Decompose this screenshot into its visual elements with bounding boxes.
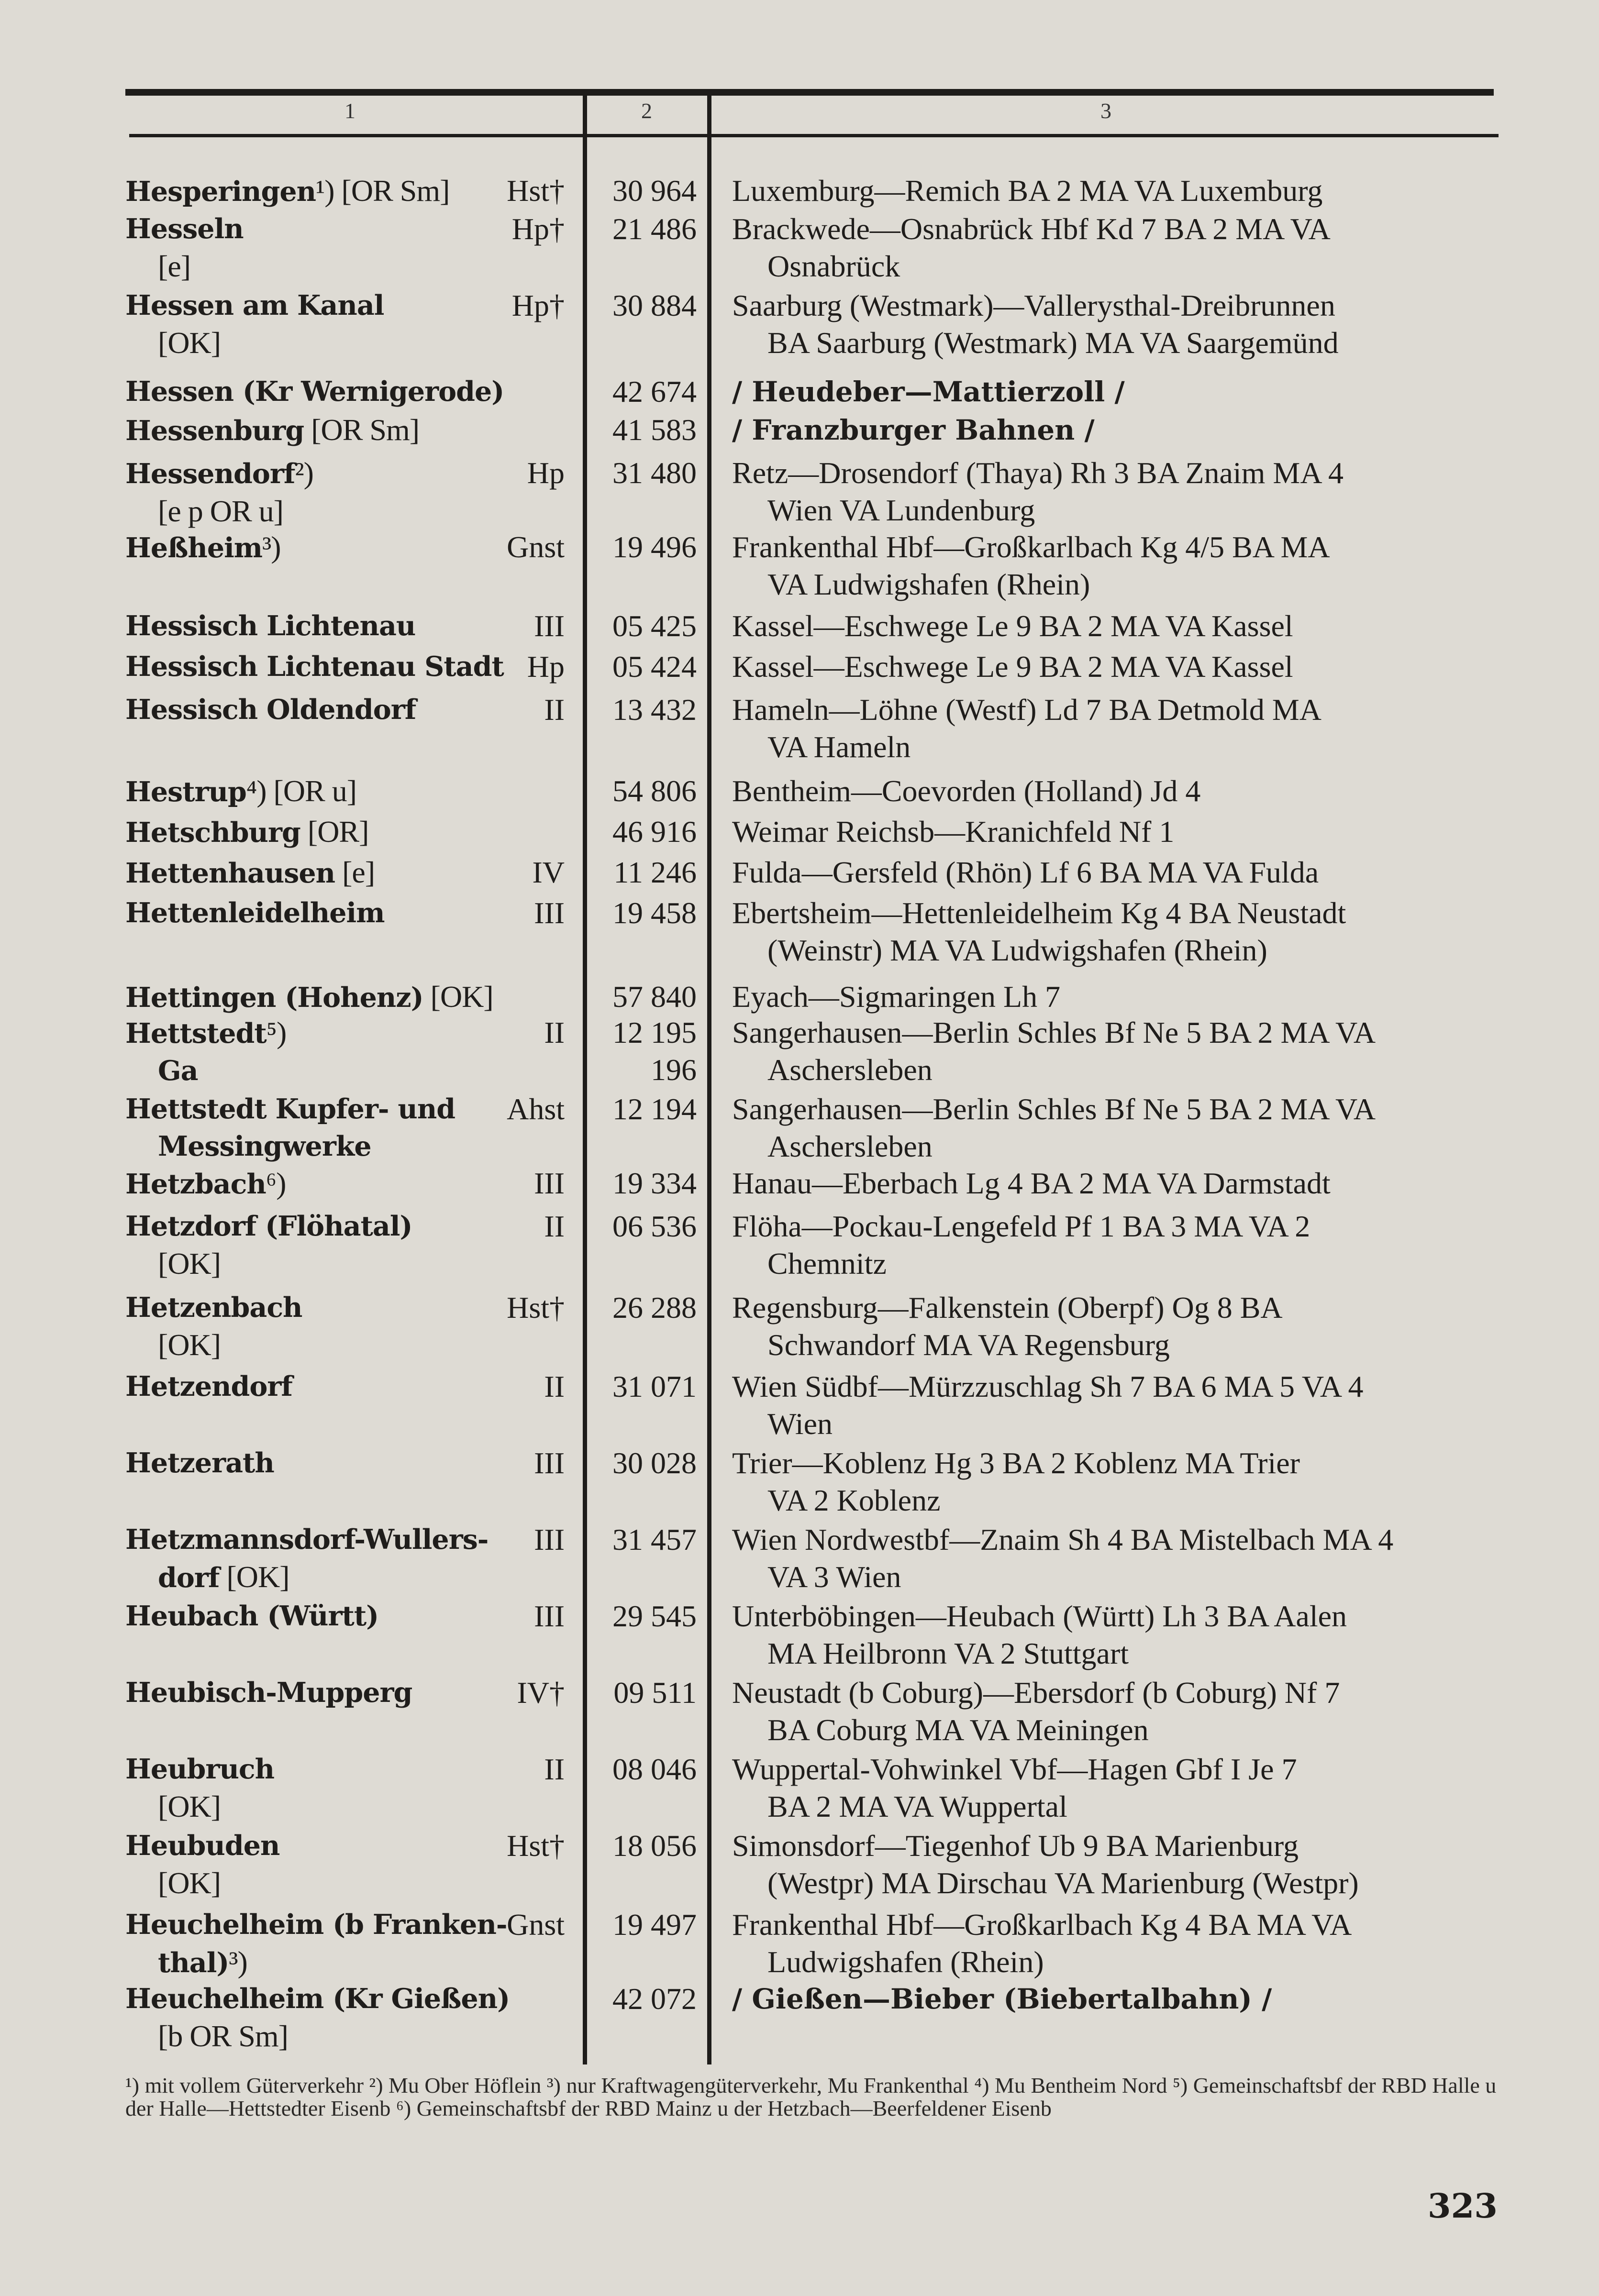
station-code [592,1521,697,1558]
route-info [732,1445,1498,1519]
station-name-continuation: [OK] [158,1866,221,1900]
column-header-2: 2 [641,99,652,123]
station-code-suffix: 496 [651,530,697,564]
station-code [592,1208,697,1245]
station-name-note: ³) [229,1945,247,1979]
station-code [592,607,697,645]
station-code-suffix: 071 [651,1369,697,1403]
station-code [592,691,697,729]
route-continuation: VA Ludwigshafen (Rhein) [767,567,1090,601]
route-continuation: Aschersleben [767,1129,933,1163]
station-code-value: 21 486 [612,212,697,246]
route-continuation: BA Coburg MA VA Meiningen [767,1713,1149,1747]
station-name-text: Heuchelheim (Kr Gießen) [125,1983,510,2015]
station-code-suffix: 545 [651,1599,697,1633]
station-code [592,1368,697,1405]
station-name-text: Hesperingen [125,176,316,208]
route-info [732,1521,1498,1596]
station-code [592,1091,697,1128]
station-name-continuation: [b OR Sm] [158,2019,288,2053]
column-header-3: 3 [1100,99,1111,123]
station-code-value: 41 583 [612,413,697,447]
station-type: III [534,1599,565,1633]
station-code-value: 11 246 [613,855,697,889]
station-code-value: 31 480 [612,456,697,490]
route-line: Wuppertal-Vohwinkel Vbf—Hagen Gbf I Je 7 [732,1752,1297,1786]
station-name [125,773,575,811]
route-continuation: (Weinstr) MA VA Ludwigshafen (Rhein) [767,933,1267,967]
station-name-text: Hesseln [125,213,244,245]
station-code-value: 30 884 [612,288,697,322]
route-info [732,411,1498,449]
station-name-text: Heuchelheim (b Franken- [125,1909,507,1941]
route-info [732,1091,1498,1165]
station-type: III [534,896,565,930]
station-code-value: 57 840 [612,980,697,1014]
station-name-note: ²) [295,456,313,490]
station-code-suffix: 674 [651,375,697,408]
route-line: Frankenthal Hbf—Großkarlbach Kg 4/5 BA MA [732,530,1330,564]
route-continuation: Wien [767,1407,833,1441]
route-line: Saarburg (Westmark)—Vallerysthal-Dreibrunnen [732,288,1335,322]
station-code-suffix: 334 [651,1166,697,1200]
station-name-text: Hetzenbach [125,1292,302,1324]
route-continuation: Chemnitz [767,1247,887,1280]
route-line: Luxemburg—Remich BA 2 MA VA Luxemburg [732,174,1323,208]
station-code-suffix: 916 [651,815,697,849]
station-type: Gnst [507,530,565,564]
page-number: 323 [1427,2186,1498,2226]
station-type: IV† [517,1676,565,1710]
station-code-suffix: 884 [651,288,697,322]
station-code [592,1751,697,1788]
station-code-suffix: 194 [651,1092,697,1126]
route-info [732,1165,1498,1202]
station-name-text: Hetzerath [125,1447,274,1479]
route-info [732,854,1498,891]
station-code-value: 19 497 [612,1908,697,1942]
route-continuation: VA 2 Koblenz [767,1483,941,1517]
station-type: Hst† [507,1829,565,1863]
station-name-continuation: Messingwerke [158,1130,371,1162]
station-code-value: 46 916 [612,815,697,849]
station-name-note: [OK] [219,1560,289,1594]
route-line: Ebertsheim—Hettenleidelheim Kg 4 BA Neustadt [732,896,1346,930]
station-name [125,411,575,450]
station-code [592,813,697,850]
station-code [592,1445,697,1482]
route-line: Simonsdorf—Tiegenhof Ub 9 BA Marienburg [732,1829,1299,1863]
route-line: Wien Nordwestbf—Znaim Sh 4 BA Mistelbach MA 4 [732,1523,1394,1556]
station-code-value: 30 964 [612,174,697,208]
station-code-value: 19 334 [612,1166,697,1200]
column-divider-2 [707,94,711,2064]
station-code-value: 31 071 [612,1369,697,1403]
station-code [592,1827,697,1865]
route-info [732,1208,1498,1282]
station-type: Hst† [507,1291,565,1325]
station-code-suffix: 964 [651,174,697,208]
station-name-text: Heubuden [125,1830,280,1862]
station-code-value: 29 545 [612,1599,697,1633]
station-name-continuation: [e p OR u] [158,494,283,528]
station-name-text: Heubisch-Mupperg [125,1677,412,1709]
station-code-suffix: 536 [651,1209,697,1243]
station-code [592,454,697,492]
route-line: Sangerhausen—Berlin Schles Bf Ne 5 BA 2 MA VA [732,1092,1376,1126]
station-type: Gnst [507,1908,565,1942]
station-name-text: Hessisch Lichtenau Stadt [125,651,504,683]
station-name-continuation: thal)³) [158,1945,247,1979]
station-code-suffix: 511 [652,1676,697,1710]
station-type: II [544,1369,565,1403]
route-line: / Gießen—Bieber (Biebertalbahn) / [732,1983,1272,2015]
route-continuation: Schwandorf MA VA Regensburg [767,1328,1170,1362]
route-info [732,1906,1498,1981]
route-line: Neustadt (b Coburg)—Ebersdorf (b Coburg) Nf 7 [732,1676,1340,1710]
station-name-text: Hettenhausen [125,857,335,889]
route-continuation: MA Heilbronn VA 2 Stuttgart [767,1636,1129,1670]
station-code [592,210,697,248]
station-code-value: 13 432 [612,693,697,727]
station-name [125,978,575,1016]
station-type: III [534,609,565,643]
station-name-note: [OK] [423,980,493,1014]
station-name-text: Hessenburg [125,415,304,447]
header-bottom-rule [129,134,1499,137]
station-code-value: 18 056 [612,1829,697,1863]
station-type: Ahst [507,1092,565,1126]
station-code-extra: 196 [651,1053,697,1087]
station-code-value: 31 457 [612,1523,697,1556]
route-line: / Heudeber—Mattierzoll / [732,375,1125,408]
station-code-suffix: 028 [651,1446,697,1480]
station-code [592,172,697,210]
station-type: III [534,1446,565,1480]
station-name-note: ⁶) [266,1166,286,1200]
station-name-note: ³) [262,530,281,564]
column-header-1: 1 [344,99,355,123]
station-name-note: [OR Sm] [304,413,420,447]
route-continuation: Ludwigshafen (Rhein) [767,1945,1044,1979]
route-line: Brackwede—Osnabrück Hbf Kd 7 BA 2 MA VA [732,212,1331,246]
station-code [592,1598,697,1635]
route-info [732,773,1498,810]
route-continuation: BA Saarburg (Westmark) MA VA Saargemünd [767,326,1339,360]
route-continuation: VA Hameln [767,730,911,764]
route-line: Retz—Drosendorf (Thaya) Rh 3 BA Znaim MA 4 [732,456,1344,490]
station-code [592,1014,697,1089]
station-code [592,411,697,449]
station-code-value: 19 458 [612,896,697,930]
route-info [732,373,1498,410]
route-line: Weimar Reichsb—Kranichfeld Nf 1 [732,815,1175,849]
station-code-suffix: 497 [651,1908,697,1942]
station-name-text: Hetzmannsdorf-Wullers- [125,1523,489,1556]
station-code [592,373,697,410]
station-name-text: Heßheim [125,532,263,564]
station-code-suffix: 246 [651,855,697,889]
route-line: Kassel—Eschwege Le 9 BA 2 MA VA Kassel [732,609,1293,643]
station-code-value: 54 806 [612,774,697,808]
route-line: Kassel—Eschwege Le 9 BA 2 MA VA Kassel [732,650,1293,684]
route-line: Hameln—Löhne (Westf) Ld 7 BA Detmold MA [732,693,1321,727]
station-code-suffix: 583 [651,413,697,447]
station-code-suffix: 480 [651,456,697,490]
route-info [732,1751,1498,1825]
station-code-value: 26 288 [612,1291,697,1325]
station-code-value: 42 072 [612,1982,697,2016]
station-name-text: Hetzdorf (Flöhatal) [125,1210,412,1242]
route-info [732,287,1498,362]
station-code-suffix: 424 [651,650,697,684]
station-code [592,287,697,324]
station-code [592,1980,697,2018]
station-name-text: Hettstedt [125,1017,266,1049]
station-code-value: 05 425 [612,609,697,643]
station-name-note: ¹) [OR Sm] [316,174,450,208]
station-code-value: 42 674 [612,375,697,408]
station-code [592,773,697,810]
station-name-note: ⁴) [OR u] [246,774,357,808]
station-name-text: Heubruch [125,1753,275,1785]
route-info [732,648,1498,685]
station-code-suffix: 046 [651,1752,697,1786]
route-line: Frankenthal Hbf—Großkarlbach Kg 4 BA MA VA [732,1908,1352,1942]
station-code-value: 05 424 [612,650,697,684]
route-info [732,813,1498,850]
station-name-note: [e] [335,855,375,889]
route-line: Hanau—Eberbach Lg 4 BA 2 MA VA Darmstadt [732,1166,1331,1200]
station-name-text: Hessen (Kr Wernigerode) [125,375,504,408]
route-info [732,1014,1498,1089]
station-name-continuation: [e] [158,249,191,283]
station-code [592,978,697,1016]
station-name-text: Heubach (Württ) [125,1600,379,1632]
station-code-suffix: 432 [651,693,697,727]
station-name-text: Hessisch Lichtenau [125,610,416,642]
footnotes: ¹) mit vollem Güterverkehr ²) Mu Ober Höflein ³) nur Kraftwagengüterverkehr, Mu Frankenthal ⁴) Mu Bentheim Nord ⁵) Gemeinschaftsbf der RBD Halle u der Halle—Hettstedter Eisenb ⁶) Gemeinschaftsbf der RBD Mainz u der Hetzbach—Beerfeldener Eisenb [125,2073,1497,2120]
station-code-value: 09 511 [613,1676,697,1710]
column-divider-1 [583,94,587,2064]
station-code-value: 06 536 [612,1209,697,1243]
station-code [592,894,697,932]
station-code-suffix: 806 [651,774,697,808]
route-continuation: Aschersleben [767,1053,933,1087]
route-continuation: VA 3 Wien [767,1560,901,1594]
station-code-suffix: 840 [651,980,697,1014]
route-info [732,978,1498,1016]
station-code [592,1289,697,1326]
station-code-value: 30 028 [612,1446,697,1480]
station-code-value: 08 046 [612,1752,697,1786]
station-code-suffix: 457 [651,1523,697,1556]
station-name-text: Hessendorf [125,458,295,490]
route-info [732,172,1498,210]
station-name-continuation: dorf [OK] [158,1560,289,1594]
station-code-value: 12 195 [612,1016,697,1049]
route-line: Fulda—Gersfeld (Rhön) Lf 6 BA MA VA Fulda [732,855,1319,889]
station-type: III [534,1166,565,1200]
route-info [732,607,1498,645]
station-type: II [544,693,565,727]
route-line: / Franzburger Bahnen / [732,414,1095,446]
route-info [732,1674,1498,1749]
station-code-suffix: 458 [651,896,697,930]
station-code [592,854,697,891]
station-name [125,1980,575,2055]
station-name-continuation: [OK] [158,1789,221,1823]
route-line: Unterböbingen—Heubach (Württ) Lh 3 BA Aalen [732,1599,1347,1633]
station-type: Hp† [511,288,565,322]
station-code-suffix: 288 [651,1291,697,1325]
station-name-note: ⁵) [266,1016,287,1049]
station-name-text: Hessen am Kanal [125,289,384,321]
station-name-text: Hetzbach [125,1168,266,1200]
route-line: Eyach—Sigmaringen Lh 7 [732,980,1061,1014]
station-code [592,529,697,566]
station-name-continuation: Ga [158,1055,198,1087]
station-name-note: [OR] [300,815,369,849]
station-type: Hp [527,456,565,490]
route-line: Regensburg—Falkenstein (Oberpf) Og 8 BA [732,1291,1283,1325]
route-info [732,1598,1498,1672]
station-name-text: Hetschburg [125,817,300,849]
station-code-suffix: 072 [651,1982,697,2016]
route-info [732,454,1498,529]
route-line: Sangerhausen—Berlin Schles Bf Ne 5 BA 2 MA VA [732,1016,1376,1049]
station-name-text: Hettstedt Kupfer- und [125,1093,455,1125]
station-name-text: Hetzendorf [125,1370,292,1402]
route-continuation: (Westpr) MA Dirschau VA Marienburg (Westpr) [767,1866,1359,1900]
route-line: Trier—Koblenz Hg 3 BA 2 Koblenz MA Trier [732,1446,1300,1480]
route-info [732,1289,1498,1364]
station-type: IV [532,855,565,889]
station-code [592,1165,697,1202]
route-continuation: Osnabrück [767,249,900,283]
station-type: II [544,1752,565,1786]
station-code-suffix: 425 [651,609,697,643]
station-name-continuation: [OK] [158,326,221,360]
route-info [732,1827,1498,1902]
station-name-text: Hestrup [125,776,246,808]
station-name-text: Hettenleidelheim [125,897,385,929]
station-name [125,373,575,410]
station-type: Hst† [507,174,565,208]
station-name [125,813,575,851]
station-name-text: Hessisch Oldendorf [125,694,416,726]
station-code-value: 19 496 [612,530,697,564]
route-info [732,691,1498,766]
route-info [732,529,1498,603]
station-code [592,648,697,685]
route-info [732,894,1498,969]
station-name-continuation: [OK] [158,1247,221,1280]
route-info [732,210,1498,285]
station-type: Hp† [511,212,565,246]
route-continuation: BA 2 MA VA Wuppertal [767,1789,1067,1823]
station-code [592,1674,697,1711]
station-type: III [534,1523,565,1556]
route-info [732,1980,1498,2018]
route-info [732,1368,1498,1443]
station-name-text: Hettingen (Hohenz) [125,982,423,1014]
route-line: Bentheim—Coevorden (Holland) Jd 4 [732,774,1201,808]
station-type: II [544,1209,565,1243]
station-code-value: 12 194 [612,1092,697,1126]
station-code-suffix: 486 [651,212,697,246]
station-type: Hp [527,650,565,684]
route-line: Flöha—Pockau-Lengefeld Pf 1 BA 3 MA VA 2 [732,1209,1310,1243]
station-code [592,1906,697,1943]
route-continuation: Wien VA Lundenburg [767,493,1035,527]
station-code-suffix: 195 [651,1016,697,1049]
station-code-suffix: 056 [651,1829,697,1863]
route-line: Wien Südbf—Mürzzuschlag Sh 7 BA 6 MA 5 VA 4 [732,1369,1364,1403]
station-name-continuation: [OK] [158,1328,221,1362]
station-type: II [544,1016,565,1049]
header-top-rule [125,89,1494,96]
